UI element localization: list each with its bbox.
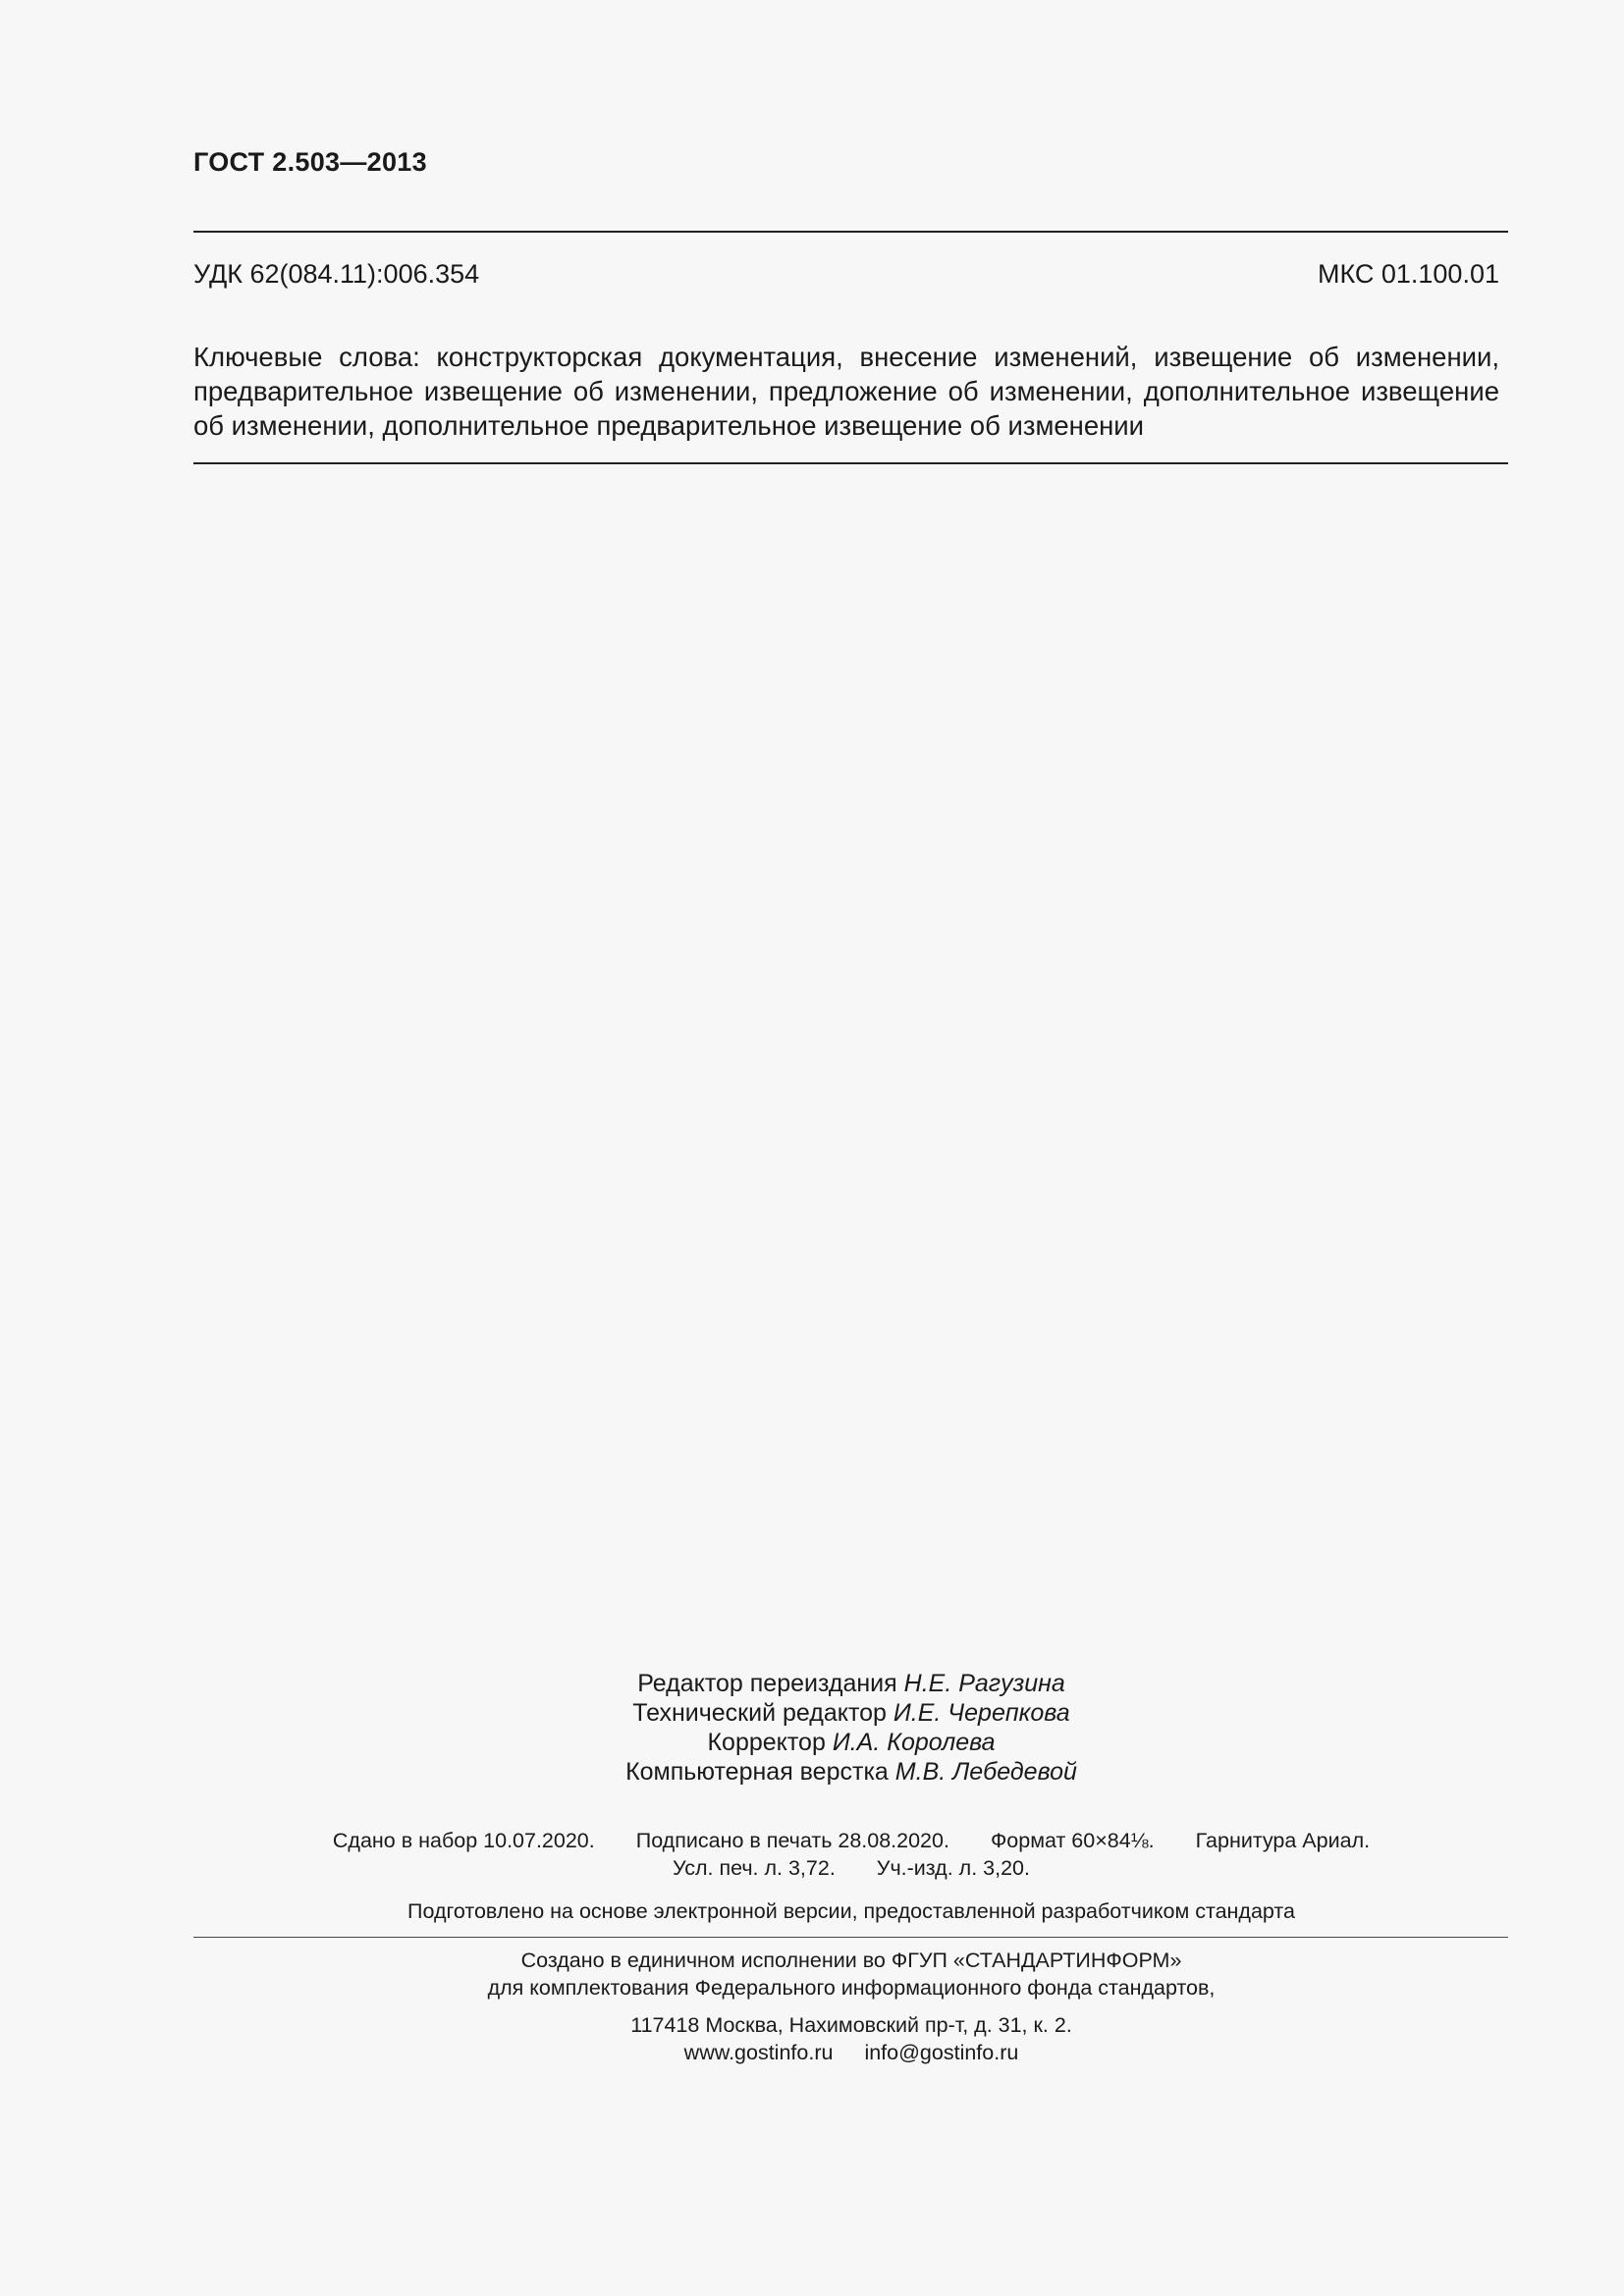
- keywords-divider: [193, 462, 1508, 464]
- credit-line-corrector: [0, 1728, 1624, 1757]
- credit-line-tech-editor: [0, 1698, 1624, 1728]
- print-sheets: Усл. печ. л. 3,72.: [672, 1856, 836, 1880]
- paper-format: Формат 60×84⅛.: [990, 1829, 1155, 1852]
- typeface: Гарнитура Ариал.: [1195, 1829, 1371, 1852]
- credit-role: Технический редактор: [632, 1699, 887, 1727]
- website-link[interactable]: www.gostinfo.ru: [683, 2041, 834, 2064]
- udk-code: УДК 62(084.11):006.354: [193, 259, 480, 289]
- mks-code: МКС 01.100.01: [1317, 259, 1499, 289]
- credit-role: Компьютерная верстка: [625, 1758, 889, 1786]
- publication-info-line-2: [0, 1854, 1624, 1882]
- prepared-note: Подготовлено на основе электронной версии, предоставленной разработчиком стандарта: [407, 1899, 1295, 1923]
- credit-name: М.В. Лебедевой: [894, 1758, 1077, 1786]
- footer-divider: [193, 1937, 1508, 1938]
- credit-line-editor: [0, 1669, 1624, 1698]
- keywords-paragraph: Ключевые слова: конструкторская документация, внесение изменений, извещение об изменении, предварительное извещение об изменении, предложение об изменении, дополнительное извещение об изменении, дополнительное предварительное извещение об изменении: [193, 342, 1499, 441]
- credits-block: [0, 1669, 1624, 1787]
- standard-title: ГОСТ 2.503—2013: [193, 147, 427, 177]
- purpose-line: для комплектования Федерального информационного фонда стандартов,: [487, 1976, 1216, 2000]
- credit-name: Н.Е. Рагузина: [903, 1670, 1065, 1697]
- address-line: 117418 Москва, Нахимовский пр-т, д. 31, к. 2.: [630, 2013, 1072, 2037]
- email-link[interactable]: info@gostinfo.ru: [864, 2041, 1019, 2064]
- top-divider: [193, 231, 1508, 233]
- submitted-date: Сдано в набор 10.07.2020.: [332, 1829, 595, 1852]
- contacts-line: [0, 2039, 1624, 2066]
- credit-line-layout: [0, 1757, 1624, 1787]
- credit-name: И.А. Королева: [832, 1729, 996, 1756]
- credit-role: Корректор: [707, 1729, 826, 1756]
- credit-name: И.Е. Черепкова: [893, 1699, 1070, 1727]
- publisher-footer: [0, 1947, 1624, 2066]
- signed-date: Подписано в печать 28.08.2020.: [635, 1829, 949, 1852]
- publication-info-line-1: [0, 1827, 1624, 1854]
- credit-role: Редактор переиздания: [637, 1670, 897, 1697]
- edition-sheets: Уч.-изд. л. 3,20.: [876, 1856, 1030, 1880]
- created-line: Создано в единичном исполнении во ФГУП «СТАНДАРТИНФОРМ»: [520, 1949, 1182, 1972]
